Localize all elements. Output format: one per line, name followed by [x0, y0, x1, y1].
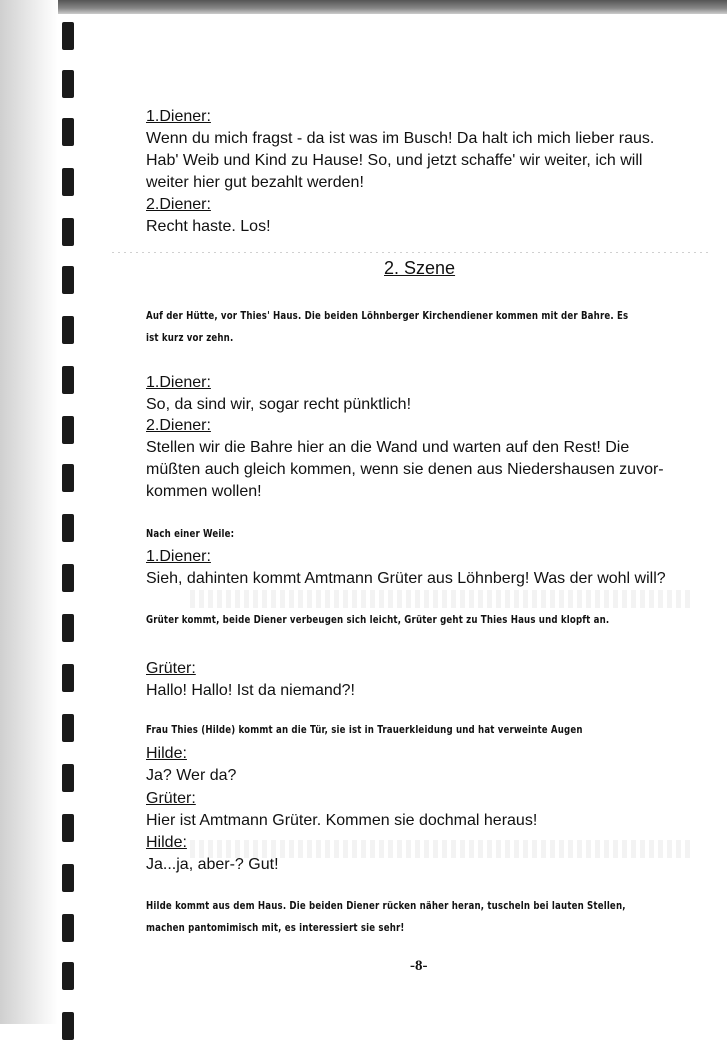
binding-hole — [62, 1012, 74, 1040]
stage-direction: Auf der Hütte, vor Thies' Haus. Die beiden Löhnberger Kirchendiener kommen mit der Bahre. Es — [146, 310, 629, 322]
dialogue-line: Ja...ja, aber-? Gut! — [146, 856, 279, 873]
binding-hole — [62, 814, 74, 842]
dialogue-line: Hallo! Hallo! Ist da niemand?! — [146, 682, 355, 699]
binding-hole — [62, 664, 74, 692]
scene-title: 2. Szene — [384, 258, 456, 278]
dialogue-line: weiter hier gut bezahlt werden! — [146, 174, 364, 191]
binding-hole — [62, 416, 74, 444]
dialogue-line: kommen wollen! — [146, 483, 262, 500]
dialogue-line: Sieh, dahinten kommt Amtmann Grüter aus Löhnberg! Was der wohl will? — [146, 570, 666, 587]
dialogue-line: So, da sind wir, sogar recht pünktlich! — [146, 396, 412, 413]
bleed-through — [190, 590, 690, 608]
binding-hole — [62, 914, 74, 942]
stage-direction: ist kurz vor zehn. — [146, 332, 234, 344]
binding-hole — [62, 864, 74, 892]
dialogue-line: Hier ist Amtmann Grüter. Kommen sie dochmal heraus! — [146, 812, 538, 829]
speaker-label: 2.Diener: — [146, 417, 211, 434]
stage-direction: Grüter kommt, beide Diener verbeugen sich leicht, Grüter geht zu Thies Haus und klopft an. — [146, 614, 610, 626]
binding-hole — [62, 564, 74, 592]
dialogue-line: müßten auch gleich kommen, wenn sie denen aus Niedershausen zuvor- — [146, 461, 664, 478]
binding-hole — [62, 962, 74, 990]
scan-noise-line — [112, 252, 712, 253]
speaker-label: Grüter: — [146, 660, 196, 677]
binding-hole — [62, 764, 74, 792]
binding-hole — [62, 316, 74, 344]
binding-hole — [62, 218, 74, 246]
speaker-label: 1.Diener: — [146, 374, 211, 391]
dialogue-line: Hab' Weib und Kind zu Hause! So, und jetzt schaffe' wir weiter, ich will — [146, 152, 643, 169]
binding-hole — [62, 514, 74, 542]
scan-top-edge — [0, 0, 727, 14]
binding-hole — [62, 266, 74, 294]
stage-direction: Hilde kommt aus dem Haus. Die beiden Diener rücken näher heran, tuscheln bei lauten Stellen, — [146, 900, 626, 912]
speaker-label: 1.Diener: — [146, 108, 211, 125]
binding-hole — [62, 714, 74, 742]
speaker-label: Hilde: — [146, 834, 187, 851]
dialogue-line: Ja? Wer da? — [146, 767, 237, 784]
binding-hole — [62, 366, 74, 394]
dialogue-line: Wenn du mich fragst - da ist was im Busch! Da halt ich mich lieber raus. — [146, 130, 655, 147]
stage-direction: machen pantomimisch mit, es interessiert sie sehr! — [146, 922, 405, 934]
stage-direction: Frau Thies (Hilde) kommt an die Tür, sie ist in Trauerkleidung und hat verweinte Augen — [146, 724, 583, 736]
binding-hole — [62, 70, 74, 98]
binding-hole — [62, 22, 74, 50]
binding-holes — [62, 0, 76, 1024]
dialogue-line: Stellen wir die Bahre hier an die Wand und warten auf den Rest! Die — [146, 439, 630, 456]
speaker-label: Grüter: — [146, 790, 196, 807]
speaker-label: 1.Diener: — [146, 548, 211, 565]
binding-hole — [62, 614, 74, 642]
speaker-label: Hilde: — [146, 745, 187, 762]
binding-hole — [62, 464, 74, 492]
stage-direction: Nach einer Weile: — [146, 528, 235, 540]
binding-hole — [62, 168, 74, 196]
page-number: -8- — [410, 958, 428, 974]
binding-hole — [62, 118, 74, 146]
speaker-label: 2.Diener: — [146, 196, 211, 213]
dialogue-line: Recht haste. Los! — [146, 218, 271, 235]
scan-left-shadow — [0, 0, 58, 1024]
